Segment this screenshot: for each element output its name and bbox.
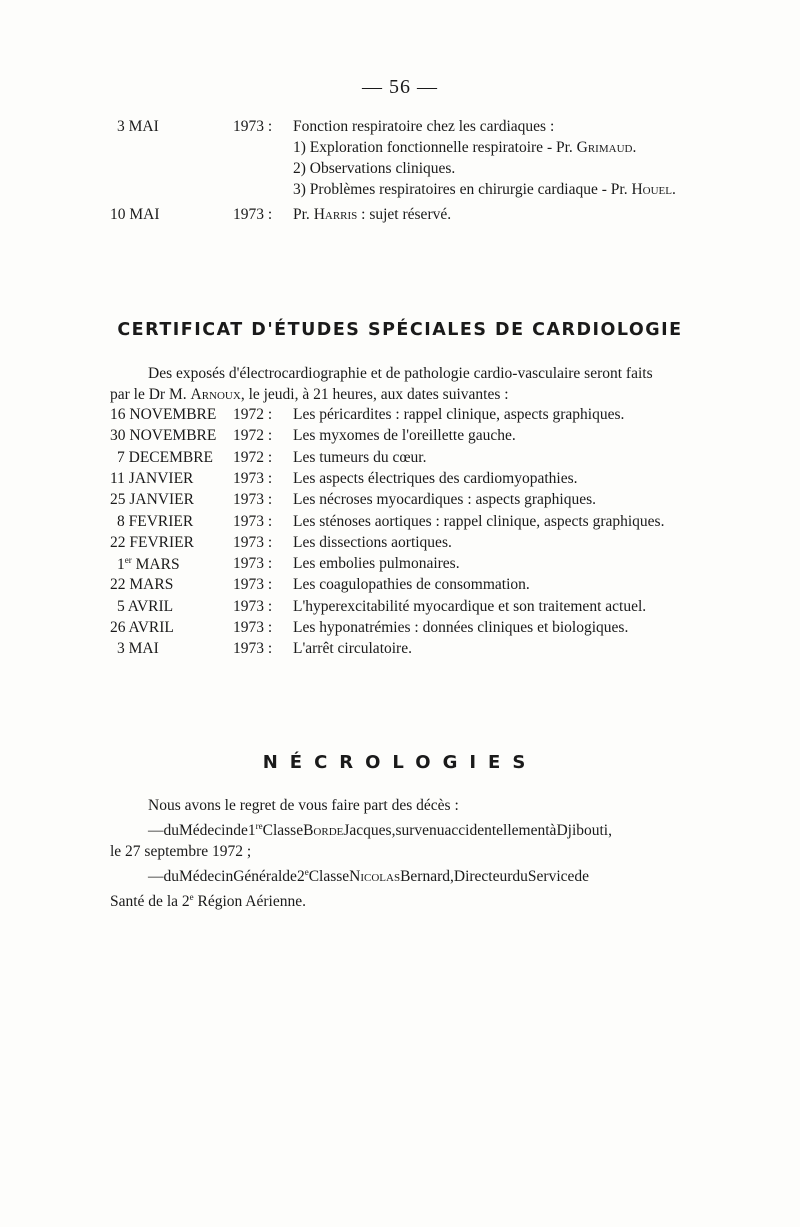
session-date: 16 NOVEMBRE xyxy=(110,406,217,423)
session-year: 1973 : xyxy=(233,597,273,615)
necro-entry-line: —duMédecinGénéralde2eClasseNicolasBernard,DirecteurduServicede xyxy=(148,867,590,885)
session-year: 1973 : xyxy=(233,576,273,594)
session-topic: Les hyponatrémies : données cliniques et biologiques. xyxy=(293,619,629,636)
session-date: 30 NOVEMBRE xyxy=(110,427,217,445)
session-date: 11 JANVIER xyxy=(110,469,194,487)
session-date: 3 MAI xyxy=(117,640,159,658)
session-topic: L'hyperexcitabilité myocardique et son traitement actuel. xyxy=(293,597,647,615)
session-year: 1972 : xyxy=(233,406,273,423)
session-topic: Les embolies pulmonaires. xyxy=(293,555,460,573)
session-topic: Les dissections aortiques. xyxy=(293,533,452,551)
schedule-subitem: 2) Observations cliniques. xyxy=(293,160,456,177)
session-year: 1973 : xyxy=(233,555,273,573)
session-year: 1973 : xyxy=(233,640,273,658)
schedule-date: 3 MAI xyxy=(117,118,159,135)
page-number: — 56 — xyxy=(362,76,438,98)
necro-entry-line: Santé de la 2e Région Aérienne. xyxy=(110,892,306,910)
session-year: 1973 : xyxy=(233,469,273,487)
session-date: 7 DECEMBRE xyxy=(117,448,214,466)
session-date: 22 MARS xyxy=(110,576,174,594)
certificat-intro xyxy=(110,363,728,405)
necro-entry-line: le 27 septembre 1972 ; xyxy=(110,843,252,860)
session-topic: Les sténoses aortiques : rappel clinique, aspects graphiques. xyxy=(293,512,665,530)
session-year: 1972 : xyxy=(233,448,273,466)
session-year: 1972 : xyxy=(233,427,273,445)
schedule-year: 1973 : xyxy=(233,118,273,135)
schedule-text: Pr. Harris : sujet réservé. xyxy=(293,206,452,223)
session-date: 26 AVRIL xyxy=(110,619,174,636)
schedule-date: 10 MAI xyxy=(110,206,160,223)
session-topic: Les aspects électriques des cardiomyopathies. xyxy=(293,469,578,487)
intro-line: Des exposés d'électrocardiographie et de pathologie cardio-vasculaire seront faits xyxy=(148,365,653,382)
session-date: 8 FEVRIER xyxy=(117,512,194,530)
session-year: 1973 : xyxy=(233,533,273,551)
session-date: 25 JANVIER xyxy=(110,491,194,509)
session-topic: Les myxomes de l'oreillette gauche. xyxy=(293,427,516,445)
session-topic: Les péricardites : rappel clinique, aspects graphiques. xyxy=(293,406,625,423)
schedule-subitem: 3) Problèmes respiratoires en chirurgie cardiaque - Pr. Houel. xyxy=(293,181,676,198)
session-year: 1973 : xyxy=(233,512,273,530)
session-year: 1973 : xyxy=(233,491,273,509)
intro-line: par le Dr M. Arnoux, le jeudi, à 21 heures, aux dates suivantes : xyxy=(110,386,509,403)
session-date: 5 AVRIL xyxy=(117,597,174,615)
schedule-subitem: 1) Exploration fonctionnelle respiratoire - Pr. Grimaud. xyxy=(293,139,637,156)
session-topic: Les tumeurs du cœur. xyxy=(293,448,427,466)
necro-intro: Nous avons le regret de vous faire part des décès : xyxy=(148,797,459,814)
session-topic: L'arrêt circulatoire. xyxy=(293,640,412,658)
necrologies-heading: NÉCROLOGIES xyxy=(262,752,538,773)
session-date: 1er MARS xyxy=(117,555,180,574)
necrologies-body xyxy=(110,795,728,912)
session-year: 1973 : xyxy=(233,619,273,636)
session-date: 22 FEVRIER xyxy=(110,533,194,551)
session-topic: Les coagulopathies de consommation. xyxy=(293,576,530,594)
certificat-heading: CERTIFICAT D'ÉTUDES SPÉCIALES DE CARDIOLOGIE xyxy=(117,320,683,340)
schedule-text: Fonction respiratoire chez les cardiaques : xyxy=(293,118,555,135)
schedule-year: 1973 : xyxy=(233,206,273,223)
session-topic: Les nécroses myocardiques : aspects graphiques. xyxy=(293,491,597,509)
necro-entry-line: —duMédecinde1reClasseBordeJacques,survenuaccidentellementàDjibouti, xyxy=(148,821,612,839)
